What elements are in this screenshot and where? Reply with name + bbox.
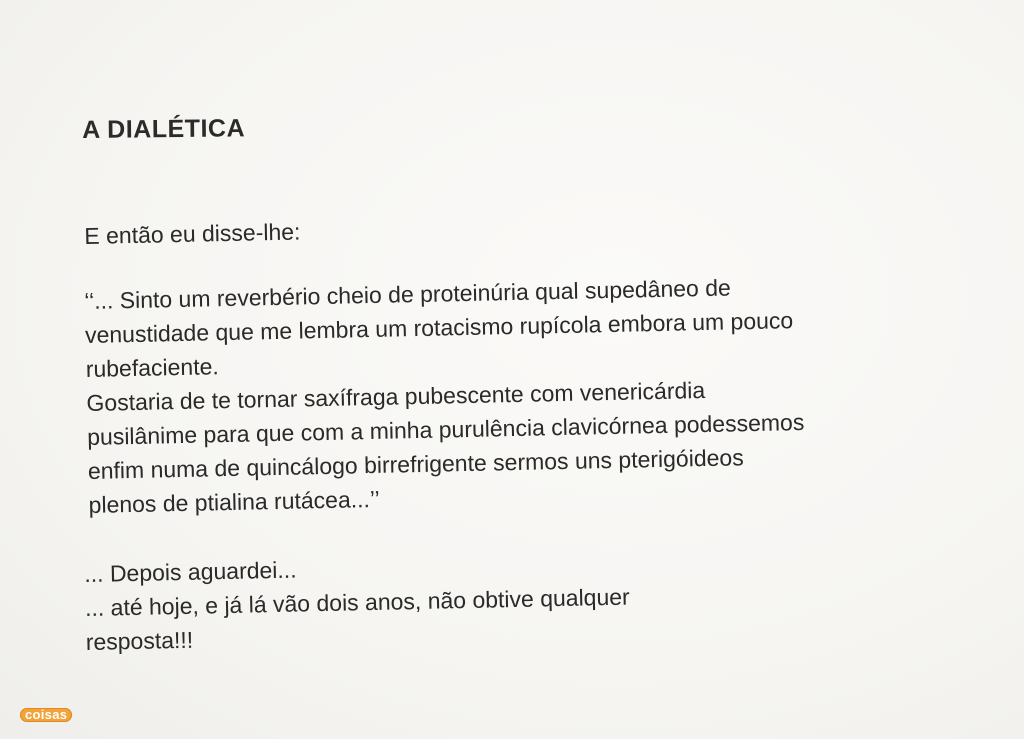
page-title: A DIALÉTICA (82, 114, 246, 144)
ending-line: ... até hoje, e já lá vão dois anos, não obtive qualquer (84, 583, 630, 621)
quote-line: enfim numa de quincálogo birrefrigente sermos uns pterigóideos (87, 444, 744, 484)
quote-line: ‘‘... Sinto um reverbério cheio de proteinúria qual supedâneo de (84, 274, 732, 314)
ending-line: ... Depois aguardei... (84, 556, 297, 587)
quote-line: pusilânime para que com a minha purulência clavicórnea podessemos (86, 408, 805, 450)
ending-paragraph (84, 538, 986, 659)
ending-line: resposta!!! (85, 626, 194, 655)
quote-paragraph (84, 265, 989, 522)
quote-line: rubefaciente. (85, 353, 220, 382)
quote-line: plenos de ptialina rutácea...’’ (88, 485, 380, 518)
quote-line: Gostaria de te tornar saxífraga pubescente com venericárdia (86, 377, 706, 416)
intro-line: E então eu disse-lhe: (84, 218, 301, 249)
quote-line: venustidade que me lembra um rotacismo rupícola embora um pouco (84, 307, 794, 348)
coisas-logo: coisas (20, 708, 72, 722)
intro-paragraph (84, 200, 985, 253)
